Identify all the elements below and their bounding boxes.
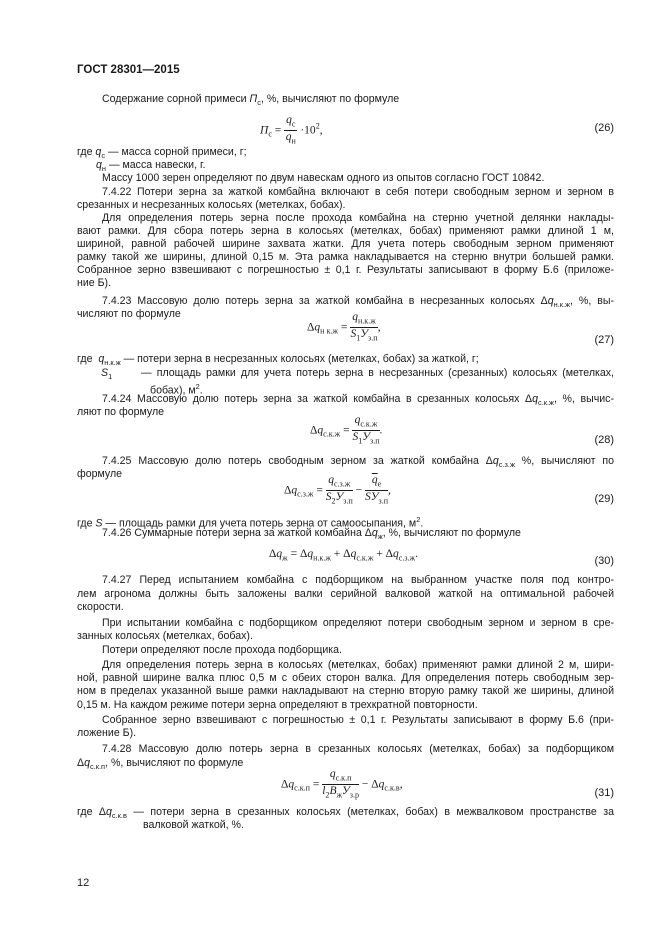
text-line: рамку такой же ширины, длиной 0,15 м. Эта рамка накладывается на стерню внутри большей рамки. [77,251,614,263]
equation-number: (30) [594,555,614,567]
equation-30: $\Delta q_ж = \Delta q_{н.к.ж} + \Delta q_{с.к.ж} + \Delta q_{с.з.ж}$. [269,548,418,563]
text-line: где $q_с$ — масса сорной примеси, г; [77,146,247,161]
text-line: 7.4.24 Массовую долю потерь зерна за жаткой комбайна в срезанных колосьях $\Delta q_{с.к.ж}$, %, вычис- [102,393,614,408]
equation-number: (26) [594,122,614,134]
equation-27: $\Delta q_{н к.ж}$ = $\frac{q_{н.к.ж}}{S_1У_{з.п}}$ , [307,311,381,343]
text-line: формуле [77,468,123,480]
symbol: $S_1$ [101,367,113,382]
text-line: валковой жаткой, %. [143,819,244,831]
text-line: лем агронома должны быть заложены валки серийной валковой жаткой на оптимальной рабочей [77,588,614,600]
equation-26: $П_с$ = $\frac{q_с}{q_н}$ $\cdot 10^2$, [260,114,323,146]
equation-number: (28) [594,434,614,446]
text-line: срезанных и несрезанных колосьях (метелках, бобах). [77,199,346,211]
text-line: Потери определяют после прохода подборщика. [102,644,342,656]
text-line: скорости. [77,601,124,613]
text-line: ляют по формуле [77,406,165,418]
text-line: ном в пределах указанной выше рамки накладывают на стерню вторую рамку такой же ширины, длиной [77,685,614,697]
text-line: $\Delta q_{с.к.п}$, %, вычисляют по формуле [77,757,244,772]
text-line: Для определения потерь зерна в колосьях (метелках, бобах) применяют рамки длиной 2 м, шири- [102,659,614,671]
equation-number: (27) [594,334,614,346]
text-line: 0,15 м. На каждом режиме потери зерна определяют в трехкратной повторности. [77,699,478,711]
text-line: бобах), $м^2$. [150,382,203,397]
text-line: 7.4.27 Перед испытанием комбайна с подборщиком на выбранном участке поля под контро- [102,574,614,586]
text-line: где S — площадь рамки для учета потерь зерна от самоосыпания, $м^2$. [77,515,424,530]
document-header: ГОСТ 28301—2015 [77,64,180,76]
text-line: — площадь рамки для учета потерь зерна в несрезанных (срезанных) колосьях (метелках, [141,367,614,379]
text-line: вают рамки. Для сбора потерь зерна в колосьях (метелках, бобах) применяют рамки длиной 1 м, [77,225,614,237]
text-line: ние Б). [77,277,112,289]
equation-number: (31) [594,787,614,799]
equation-31: $\Delta q_{с.к.п}$ = $\frac{q_{с.к.п}}{l_2B_жУ_{з.р}}$ − $\Delta q_{с.к.в}$, [281,768,403,800]
text-line: При испытании комбайна с подборщиком определяют потери свободным зерном и зерном в сре- [102,617,614,629]
text-line: числяют по формуле [77,308,181,320]
text-line: 7.4.25 Массовую долю потерь свободным зерном за жаткой комбайна $\Delta q_{с.з.ж}$ %, вычисляют по [102,455,615,470]
equation-number: (29) [594,493,614,505]
text-line: ложение Б). [77,727,137,739]
equation-28: $\Delta q_{с.к.ж}$ = $\frac{q_{с.к.ж}}{S_1У_{з.п}}$ . [310,414,383,446]
text-line: Массу 1000 зерен определяют по двум навескам одного из опытов согласно ГОСТ 10842. [102,172,545,184]
text-line: ной, равной ширине валка плюс 0,5 м с обеих сторон валка. Для определения потерь свободным зер- [77,672,614,684]
text-line: шириной, равной рабочей ширине захвата жатки. Для учета потерь свободным зерном применяют [77,238,614,250]
text-line: 7.4.26 Суммарные потери зерна за жаткой комбайна $\Delta q_ж$, %, вычисляют по формуле [102,527,521,542]
text-line: 7.4.28 Массовую долю потерь зерна в срезанных колосьях (метелках, бобах) за подборщиком [102,743,614,755]
text-line: 7.4.22 Потери зерна за жаткой комбайна включают в себя потери свободным зерном и зерном в [102,186,614,198]
text-line: 7.4.23 Массовую долю потерь зерна за жаткой комбайна в несрезанных колосьях $\Delta q_{н.к.ж}$, %, вы- [102,295,615,310]
text-line: Собранное зерно взвешивают с погрешностью ± 0,1 г. Результаты записывают в форму Б.6 (при- [102,714,614,726]
text-line: где $\Delta q_{с.к.в}$ — потери зерна в срезанных колосьях (метелках, бобах) в межвалковом пространстве за [77,806,614,821]
text-line: занных колосьях (метелках, бобах). [77,630,253,642]
text-line: Для определения потерь зерна после прохода комбайна на стерню учетной делянки наклады- [102,212,614,224]
equation-29: $\Delta q_{с.з.ж}$ = $\frac{q_{с.з.ж}}{S_2У_{з.п}}$ − $\frac{\overline{q}_е}{SУ_{з.п}}$ , [284,474,391,506]
page-number: 12 [77,877,90,889]
text-line: Содержание сорной примеси $П_с$, %, вычисляют по формуле [102,93,400,108]
text-line: $q_н$ — масса навески, г. [96,159,206,174]
text-line: Собранное зерно взвешивают с погрешностью ± 0,1 г. Результаты записывают в форму Б.6 (приложе- [77,264,614,276]
text-line: где $q_{н.к.ж}$ — потери зерна в несрезанных колосьях (метелках, бобах) за жаткой, г; [77,353,479,368]
